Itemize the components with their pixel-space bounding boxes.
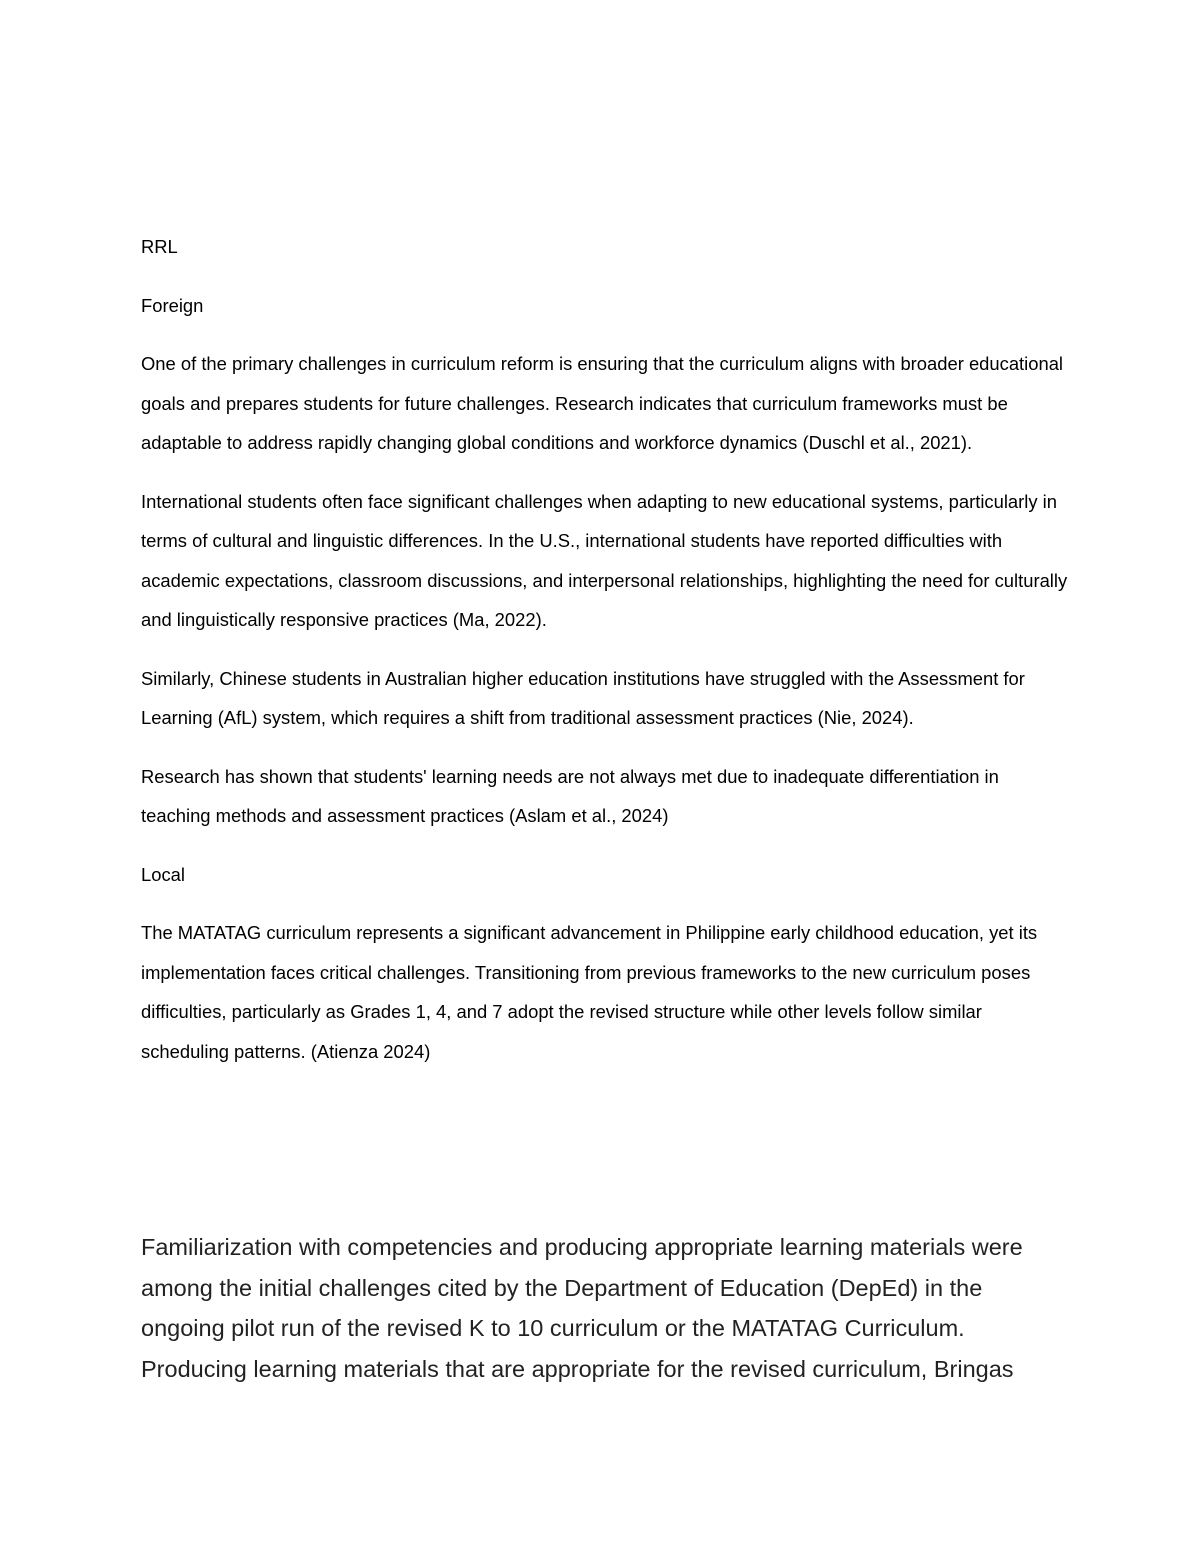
section-heading-foreign: Foreign bbox=[141, 294, 204, 316]
document-title: RRL bbox=[141, 236, 178, 257]
paragraph-foreign-1: One of the primary challenges in curriculum reform is ensuring that the curriculum aligns with broader educational goals and prepares students for future challenges. Research indicates that curriculum frameworks must be adaptable to address rapidly changing global conditions and workforce dynamics (Duschl et al., 2021). bbox=[141, 353, 1064, 453]
paragraph-foreign-3: Similarly, Chinese students in Australian higher education institutions have struggled with the Assessment for Learning (AfL) system, which requires a shift from traditional assessment practices (Nie, 2024). bbox=[141, 667, 1025, 728]
paragraph-foreign-4: Research has shown that students' learning needs are not always met due to inadequate differentiation in teaching methods and assessment practices (Aslam et al., 2024) bbox=[141, 765, 999, 826]
paragraph-local-1: The MATATAG curriculum represents a significant advancement in Philippine early childhood education, yet its implementation faces critical challenges. Transitioning from previous frameworks to the new curriculum poses difficulties, particularly as Grades 1, 4, and 7 adopt the revised structure while other levels follow similar scheduling patterns. (Atienza 2024) bbox=[141, 922, 1038, 1062]
paragraph-foreign-2: International students often face significant challenges when adapting to new educational systems, particularly in terms of cultural and linguistic differences. In the U.S., international students have reported difficulties with academic expectations, classroom discussions, and interpersonal relationships, highlighting the need for culturally and linguistically responsive practices (Ma, 2022). bbox=[141, 490, 1068, 630]
section-heading-local: Local bbox=[141, 863, 185, 885]
document-body bbox=[141, 227, 1071, 1090]
closing-paragraph: Familiarization with competencies and producing appropriate learning materials were among the initial challenges cited by the Department of Education (DepEd) in the ongoing pilot run of the revised K to 10 curriculum or the MATATAG Curriculum. Producing learning materials that are appropriate for the revised curriculum, Bringas bbox=[141, 1234, 1023, 1382]
